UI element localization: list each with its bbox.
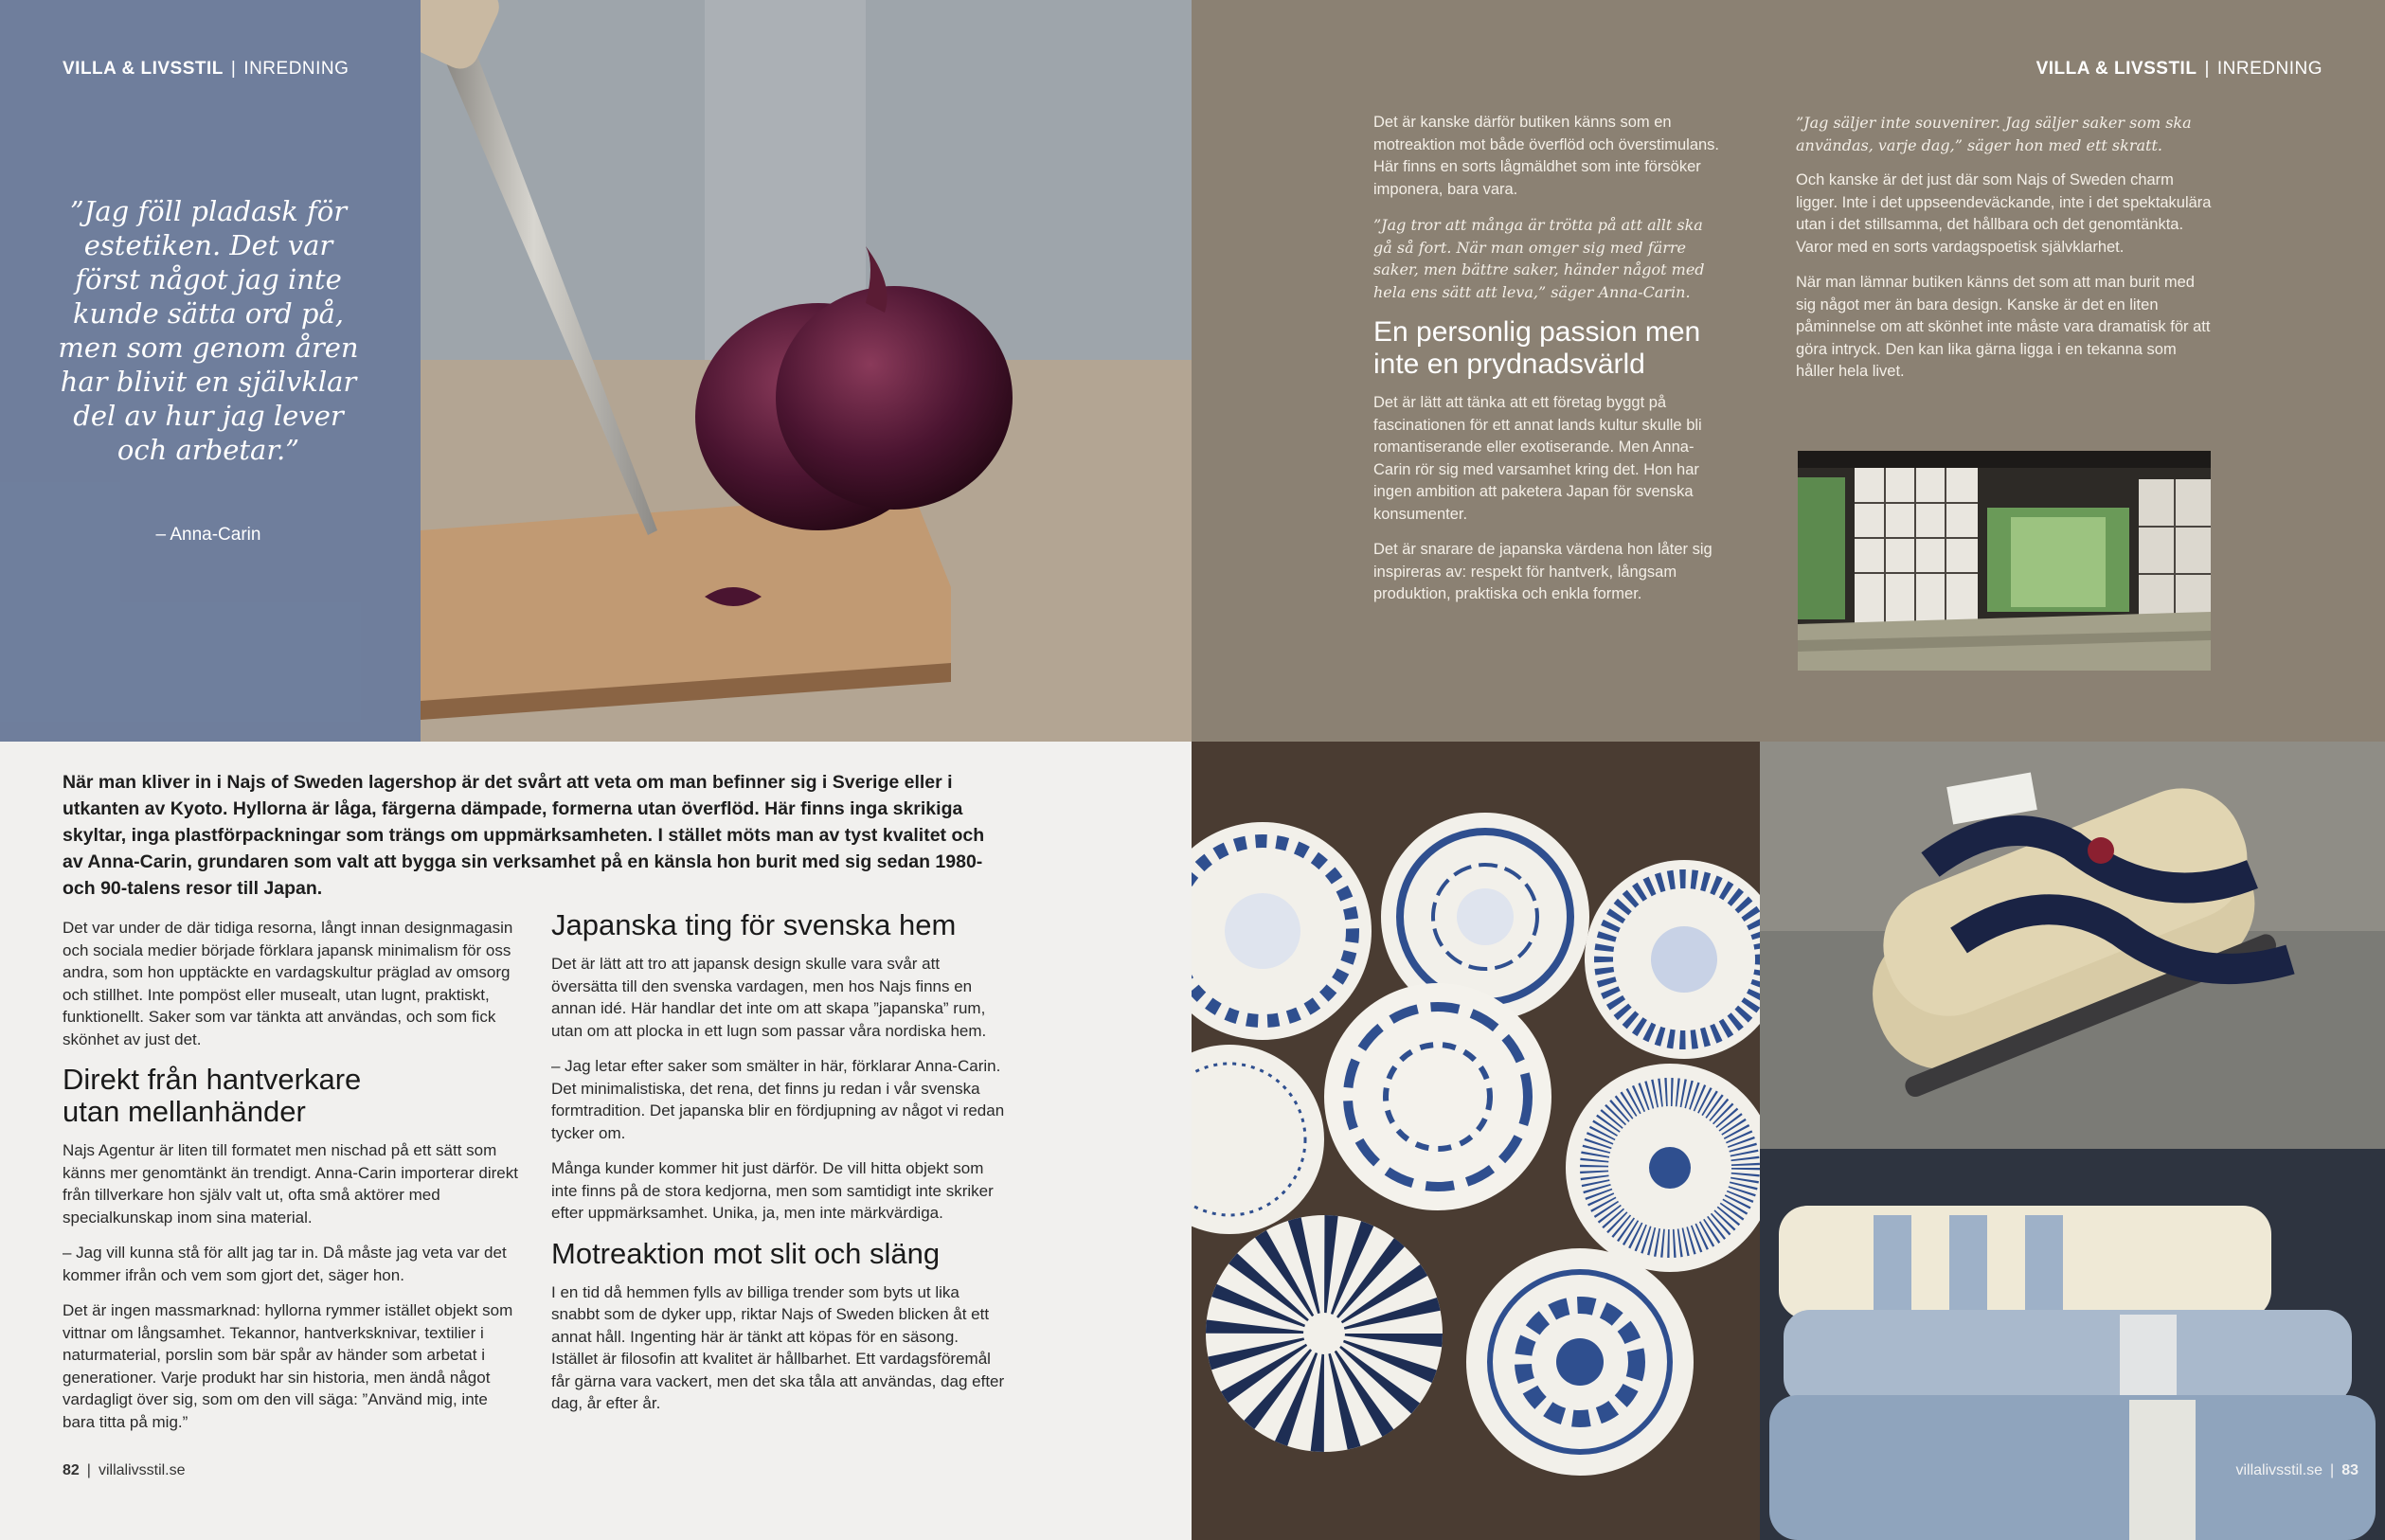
pull-quote: ”Jag föll pladask för estetiken. Det var först något jag inte kunde sätta ord på, men som genom åren har blivit en självklar del av hur jag lever och arbetar.” [58,195,359,466]
intro-paragraph: När man kliver in i Najs of Sweden lagershop är det svårt att veta om man befinner sig i Sverige eller i utkanten av Kyoto. Hyllorna är låga, färgerna dämpade, formerna utan överflöd. Här finns inga skrikiga skyltar, inga plastförpackningar som trängs om uppmärksamheten. I stället möts man av tyst kvalitet och av Anna-Carin, grundaren som valt att bygga sin verksamhet på en känsla hon burit med sig sedan 1980- och 90-talens resor till Japan. [63,772,985,899]
hero-photo-area [0,0,1192,742]
paragraph: Najs Agentur är liten till formatet men nischad på ett sätt som känns mer genomtänkt än trendigt. Anna-Carin importerar direkt från tillverkare hon själv valt ut, ofta små aktörer med specialkunskap inom sina material. [63,1141,518,1227]
paragraph: Det är kanske därför butiken känns som en motreaktion mot både överflöd och överstimulans. Här finns en sorts lågmäldhet som inte försöker imponera, bara vara. [1373,114,1720,198]
left-folio: 82 | villalivsstil.se [63,1462,186,1478]
section-heading: En personlig passion men inte en prydnadsvärld [1373,316,1701,380]
paragraph: I en tid då hemmen fylls av billiga trender som byts ut lika snabbt som de dyker upp, riktar Najs of Sweden blicken åt ett annat håll. Ingenting här är tänkt att köpas för en säsong. Istället är filosofin att kvalitet är hållbarhet. Ett vardagsföremål får gärna vara vackert, men det ska tåla att användas, dag efter dag, år efter år. [551,1282,1005,1412]
left-column-1 [63,917,521,1446]
right-page-header: VILLA & LIVSSTIL | INREDNING [2035,59,2322,79]
right-column-2 [1796,112,2213,397]
paragraph: Det är ingen massmarknad: hyllorna rymmer istället objekt som vittnar om långsamhet. Tekannor, hantverksknivar, textilier i naturmaterial, porslin som bär spår av händer som arbetat i generationer. Varje produkt har sin historia, men ändå något vardagligt över sig, som om den vill säga: ”Använd mig, inte bara titta på mig.” [63,1301,513,1431]
plates-photo [1192,742,1760,1540]
quote-paragraph: ”Jag säljer inte souvenirer. Jag säljer saker som ska användas, varje dag,” säger hon med ett skratt. [1796,114,2192,154]
paragraph: När man lämnar butiken känns det som att man burit med sig något mer än bara design. Kanske är det en liten påminnelse om att skönhet inte måste vara dramatisk för att göra intryck. Den kan lika gärna ligga i en tekanna som håller hela livet. [1796,274,2211,380]
paragraph: Det är lätt att tänka att ett företag byggt på fascinationen för ett annat lands kultur skulle bli romantiserande eller exotiserande. Men Anna-Carin rör sig med varsamhet kring det. Hon har ingen ambition att paketera Japan för svenska konsumenter. [1373,394,1702,523]
left-column-2 [551,909,1006,1428]
japanese-interior-photo [1798,451,2211,671]
paragraph: Det är lätt att tro att japansk design skulle vara svår att översätta till den svenska vardagen, men hos Najs finns en annan idé. Här handlar det inte om att skapa ”japanska” rum, utan om att plocka in ett lugn som passar våra nordiska hem. [551,955,987,1040]
left-page-header: VILLA & LIVSSTIL | INREDNING [63,59,350,79]
paragraph: Det var under de där tidiga resorna, långt innan designmagasin och sociala medier började förklara japansk minimalism för oss andra, som hon upptäckte en vardagskultur präglad av omsorg och stillhet. Inte pompöst eller musealt, utan lugnt, praktiskt, funktionellt. Saker som var tänkta att användas, och som fick skönhet av just det. [63,919,513,1048]
right-folio: villalivsstil.se | 83 [2235,1462,2358,1478]
right-column-1 [1373,112,1724,619]
paragraph: Det är snarare de japanska värdena hon låter sig inspireras av: respekt för hantverk, långsam produktion, praktiska och enkla former. [1373,541,1713,602]
paragraph: Många kunder kommer hit just därför. De vill hitta objekt som inte finns på de stora kedjorna, men som samtidigt inte skriker efter uppmärksamhet. Unika, ja, men inte märkvärdiga. [551,1159,994,1222]
sandals-photo [1760,742,2385,1149]
section-heading: Japanska ting för svenska hem [551,908,957,941]
subsection-label: INREDNING [243,59,350,79]
page-number: 82 [63,1462,80,1478]
pull-quote-attribution: – Anna-Carin [155,525,261,545]
plate-group [1192,813,1760,1476]
subsection-label: INREDNING [2216,59,2322,79]
right-text-panel [1192,0,2385,742]
onion-knife-photo [421,0,1192,742]
section-label: VILLA & LIVSSTIL [63,59,224,79]
towels-photo [1760,1149,2385,1540]
section-label: VILLA & LIVSSTIL [2035,59,2197,79]
paragraph: Och kanske är det just där som Najs of Sweden charm ligger. Inte i det uppseendeväckande, inte i det spektakulära utan i det stillsamma, det hållbara och det genomtänkta. Varor med en sorts vardagspoetisk självklarhet. [1796,171,2212,256]
page-number: 83 [2341,1462,2358,1478]
site-name: villalivsstil.se [98,1462,186,1478]
quote-paragraph: ”Jag tror att många är trötta på att allt ska gå så fort. När man omger sig med färre saker, men bättre saker, händer något med hela ens sätt att leva,” säger Anna-Carin. [1373,216,1705,301]
quote-paragraph: – Jag letar efter saker som smälter in här, förklarar Anna-Carin. Det minimalistiska, det rena, det finns ju redan i vår svenska formtradition. Det japanska blir en fördjupning av något vi redan tycker om. [551,1057,1005,1142]
site-name: villalivsstil.se [2235,1462,2323,1478]
quote-paragraph: – Jag vill kunna stå för allt jag tar in. Då måste jag veta var det kommer ifrån och vem som gjort det, säger hon. [63,1244,507,1284]
section-heading: Motreaktion mot slit och släng [551,1236,941,1270]
section-heading: Direkt från hantverkare utan mellanhänder [63,1063,362,1128]
